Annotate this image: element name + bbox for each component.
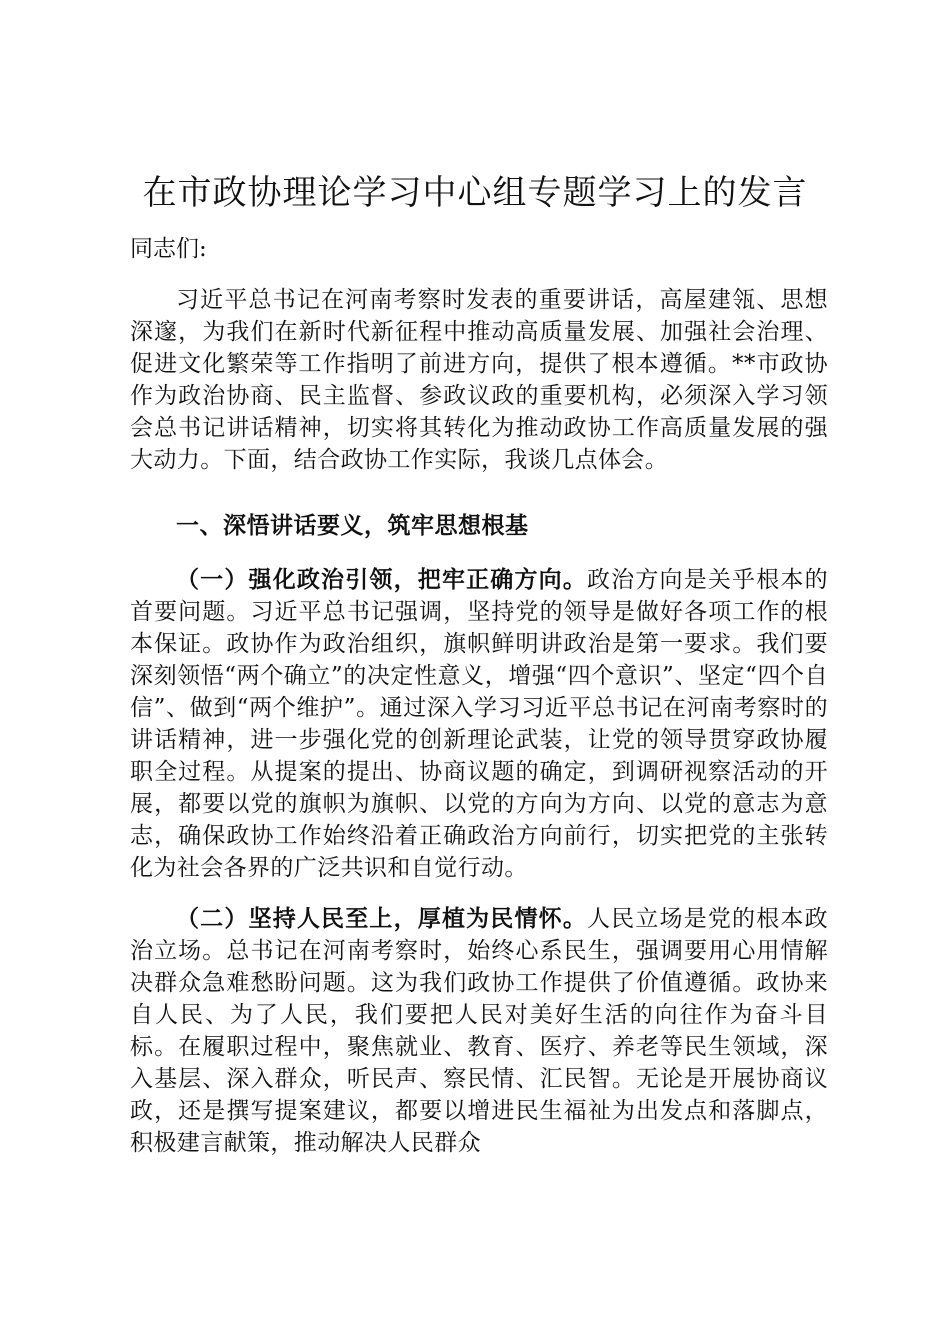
paragraph-1 xyxy=(130,564,828,884)
paragraph-1-body: 政治方向是关乎根本的首要问题。习近平总书记强调，坚持党的领导是做好各项工作的根本保证。政协作为政治组织，旗帜鲜明讲政治是第一要求。我们要深刻领悟“两个确立”的决定性意义，增强“四个意识”、坚定“四个自信”、做到“两个维护”。通过深入学习习近平总书记在河南考察时的讲话精神，进一步强化党的创新理论武装，让党的领导贯穿政协履职全过程。从提案的提出、协商议题的确定，到调研视察活动的开展，都要以党的旗帜为旗帜、以党的方向为方向、以党的意志为意志，确保政协工作始终沿着正确政治方向前行，切实把党的主张转化为社会各界的广泛共识和自觉行动。 xyxy=(130,567,828,881)
paragraph-2-lead: （二）坚持人民至上，厚植为民情怀。 xyxy=(176,905,587,932)
paragraph-2 xyxy=(130,903,828,1159)
document-title: 在市政协理论学习中心组专题学习上的发言 xyxy=(142,173,808,213)
section-heading-1: 一、深悟讲话要义，筑牢思想根基 xyxy=(176,512,529,539)
salutation: 同志们: xyxy=(130,236,207,262)
intro-paragraph: 习近平总书记在河南考察时发表的重要讲话，高屋建瓴、思想深邃，为我们在新时代新征程中推动高质量发展、加强社会治理、促进文化繁荣等工作指明了前进方向，提供了根本遵循。**市政协作为政治协商、民主监督、参政议政的重要机构，必须深入学习领会总书记讲话精神，切实将其转化为推动政协工作高质量发展的强大动力。下面，结合政协工作实际，我谈几点体会。 xyxy=(130,287,828,473)
paragraph-1-lead: （一）强化政治引领，把牢正确方向。 xyxy=(176,566,587,593)
paragraph-2-body: 人民立场是党的根本政治立场。总书记在河南考察时，始终心系民生，强调要用心用情解决群众急难愁盼问题。这为我们政协工作提供了价值遵循。政协来自人民、为了人民，我们要把人民对美好生活的向往作为奋斗目标。在履职过程中，聚焦就业、教育、医疗、养老等民生领域，深入基层、深入群众，听民声、察民情、汇民智。无论是开展协商议政，还是撰写提案建议，都要以增进民生福祉为出发点和落脚点，积极建言献策，推动解决人民群众 xyxy=(130,906,828,1156)
